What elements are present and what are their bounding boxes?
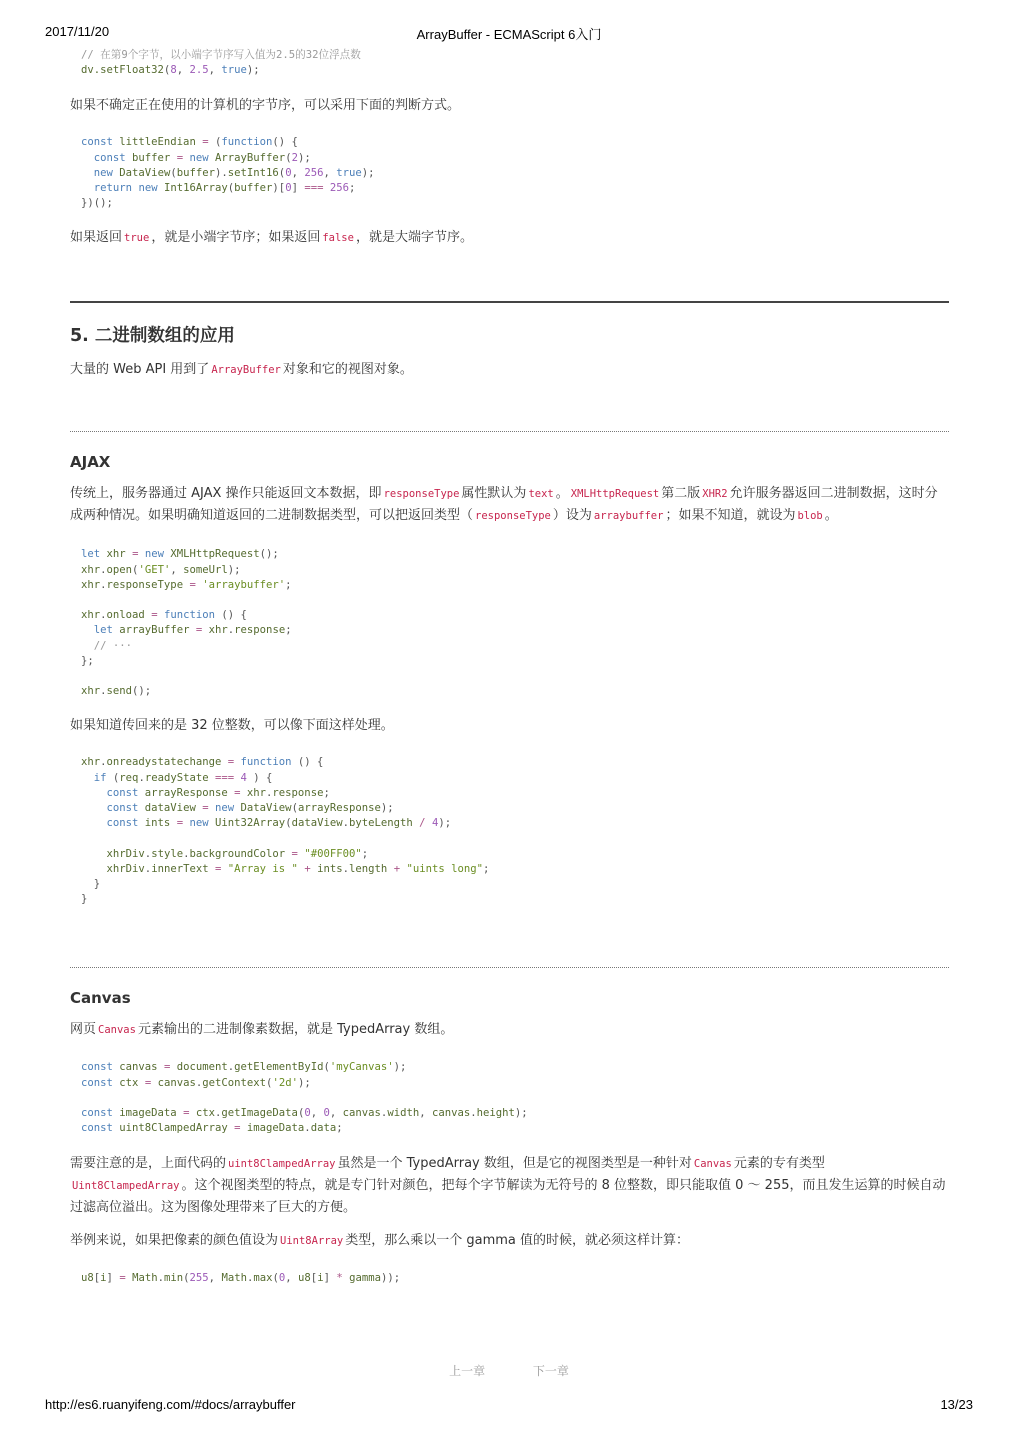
subsection-heading-ajax: AJAX	[70, 453, 111, 472]
subsection-heading-canvas: Canvas	[70, 989, 131, 1008]
paragraph-ajax-intro: 传统上，服务器通过 AJAX 操作只能返回文本数据，即 responseType 属性默认为 text 。 XMLHttpRequest 第二版 XHR2 允许服务器返回二进制数据，这时分成两种情况。如果明确知道返回的二进制数据类型，可以把返回类型（ responseType ）设为 arraybuffer ；如果不知道，就设为 blob 。	[70, 486, 938, 524]
paragraph-endian-result: 如果返回 true ，就是小端字节序；如果返回 false ，就是大端字节序。	[70, 230, 473, 246]
paragraph-canvas-note: 需要注意的是，上面代码的 uint8ClampedArray 虽然是一个 TypedArray 数组，但是它的视图类型是一种针对 Canvas 元素的专有类型Uint8ClampedArray 。这个视图类型的特点，就是专门针对颜色，把每个字节解读为无符号的 8 位整数，即只能取值 0 ～ 255，而且发生运算的时候自动过滤高位溢出。这为图像处理带来了巨大的方便。	[70, 1155, 946, 1215]
article-content	[70, 48, 949, 1286]
code-block-little-endian: const littleEndian = (function() { const buffer = new ArrayBuffer(2); new DataView(buffer).setInt16(0, 256, true); return new Int16Array(buffer)[0] === 256; })();	[81, 136, 375, 210]
chapter-pager	[0, 1362, 1018, 1379]
print-date: 2017/11/20	[45, 24, 110, 39]
paragraph-canvas-intro: 网页 Canvas 元素输出的二进制像素数据，就是 TypedArray 数组。	[70, 1022, 454, 1038]
subsection-divider-ajax	[70, 431, 949, 432]
code-block-gamma: u8[i] = Math.min(255, Math.max(0, u8[i] * gamma));	[81, 1271, 401, 1284]
section-divider	[70, 301, 949, 303]
print-url: http://es6.ruanyifeng.com/#docs/arraybuffer	[45, 1397, 296, 1412]
paragraph-ajax-int32: 如果知道传回来的是 32 位整数，可以像下面这样处理。	[70, 718, 394, 734]
paragraph-endian-check: 如果不确定正在使用的计算机的字节序，可以采用下面的判断方式。	[70, 98, 461, 114]
next-chapter-link[interactable]: 下一章	[532, 1364, 569, 1378]
print-header	[0, 24, 1018, 42]
paragraph-canvas-gamma: 举例来说，如果把像素的颜色值设为 Uint8Array 类型，那么乘以一个 gamma 值的时候，就必须这样计算：	[70, 1232, 690, 1248]
code-block-setfloat32: // 在第9个字节，以小端字节序写入值为2.5的32位浮点数 dv.setFloat32(8, 2.5, true);	[81, 49, 361, 77]
code-block-canvas-imagedata: const canvas = document.getElementById('myCanvas'); const ctx = canvas.getContext('2d'); const imageData = ctx.getImageData(0, 0, canvas.width, canvas.height); const uint8ClampedArray = imageData.data;	[81, 1061, 528, 1135]
code-block-xhr-readystate: xhr.onreadystatechange = function () { if (req.readyState === 4 ) { const arrayResponse = xhr.response; const dataView = new DataView(arrayResponse); const ints = new Uint32Array(dataView.byteLength / 4); xhrDiv.style.backgroundColor = "#00FF00"; xhrDiv.innerText = "Array is " + ints.length + "uints long"; } }	[81, 756, 490, 906]
subsection-divider-canvas	[70, 967, 949, 968]
print-title: ArrayBuffer - ECMAScript 6入门	[416, 27, 602, 42]
print-footer	[0, 1397, 1018, 1415]
paragraph-section-intro: 大量的 Web API 用到了 ArrayBuffer 对象和它的视图对象。	[70, 362, 413, 378]
prev-chapter-link[interactable]: 上一章	[449, 1364, 486, 1378]
section-heading: 5. 二进制数组的应用	[70, 326, 235, 347]
print-page-number: 13/23	[940, 1397, 973, 1412]
code-block-xhr-request: let xhr = new XMLHttpRequest(); xhr.open('GET', someUrl); xhr.responseType = 'arraybuffer'; xhr.onload = function () { let arrayBuffer = xhr.response; // ··· }; xhr.send();	[81, 548, 292, 698]
